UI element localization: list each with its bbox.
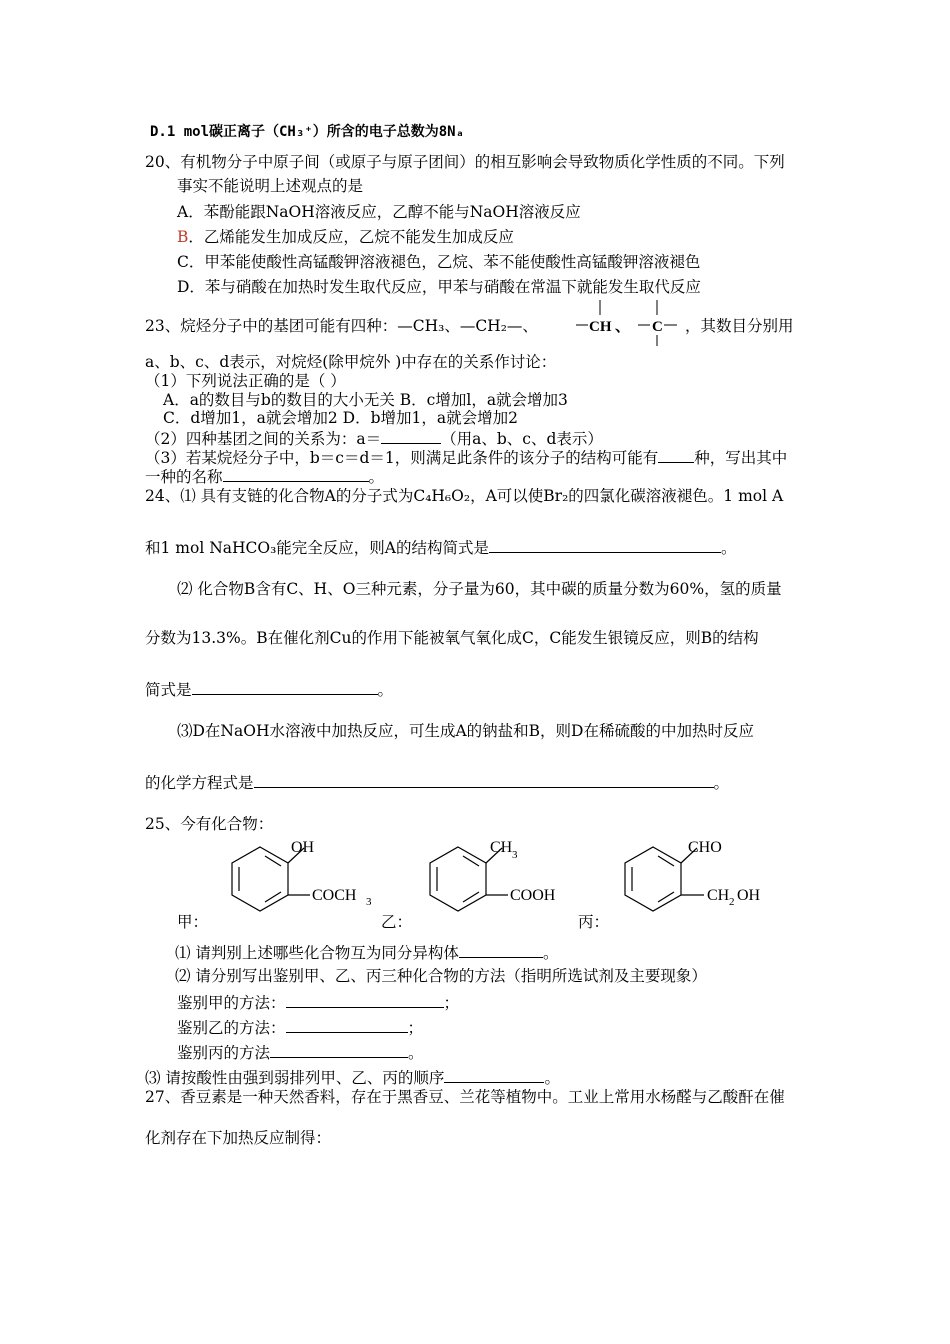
svg-text:CHO: CHO [688, 839, 722, 856]
answer-blank [223, 465, 369, 482]
q24-line7: 的化学方程式是 。 [145, 771, 729, 793]
q20-option-c: C．甲苯能使酸性高锰酸钾溶液褪色，乙烷、苯不能使酸性高锰酸钾溶液褪色 [177, 253, 701, 271]
q23-stem-line1-end: ，其数目分别用 [685, 317, 794, 335]
q23-stem-line1: 23、烷烃分子中的基团可能有四种：—CH₃、—CH₂—、 [145, 317, 538, 335]
answer-blank [489, 536, 721, 553]
answer-blank [459, 941, 543, 958]
svg-text:OH: OH [737, 887, 761, 904]
q20-stem-line2: 事实不能说明上述观点的是 [177, 177, 364, 195]
q20-option-a: A．苯酚能跟NaOH溶液反应，乙醇不能与NaOH溶液反应 [177, 203, 581, 221]
svg-text:3: 3 [366, 896, 372, 908]
svg-text:OH: OH [291, 839, 315, 856]
compound-structures [170, 832, 790, 936]
answer-blank [444, 1066, 544, 1083]
q24-line5: 简式是 。 [145, 678, 393, 700]
q27-line2: 化剂存在下加热反应制得： [145, 1129, 332, 1147]
q23-part2: （2）四种基团之间的关系为：a＝ （用a、b、c、d表示） [145, 427, 603, 449]
q23-part1: （1）下列说法正确的是（ ） [145, 372, 346, 390]
compound-yi-label: 乙： [381, 913, 413, 931]
svg-text:COOH: COOH [510, 887, 556, 904]
q20-stem-line1: 20、有机物分子中原子间（或原子与原子团间）的相互影响会导致物质化学性质的不同。下列 [145, 153, 785, 171]
answer-blank [192, 678, 378, 695]
option-d-line: D.1 mol碳正离子（CH₃⁺）所含的电子总数为8Nₐ [150, 124, 465, 140]
answer-blank [286, 1016, 408, 1033]
q23-part1-ab: A．a的数目与b的数目的大小无关 B．c增加l，a就会增加3 [163, 391, 568, 409]
q25-sub2-yi: 鉴别乙的方法： ； [177, 1016, 423, 1038]
q25-sub2-bing: 鉴别丙的方法 。 [177, 1041, 424, 1063]
q25-stem: 25、今有化合物： [145, 815, 274, 833]
svg-text:3: 3 [512, 849, 518, 861]
q25-sub2-jia: 鉴别甲的方法： ； [177, 991, 459, 1013]
q23-part1-cd: C．d增加1，a就会增加2 D．b增加1，a就会增加2 [163, 409, 518, 427]
compound-jia-structure [232, 839, 372, 911]
q20-option-b: B．乙烯能发生加成反应，乙烷不能发生加成反应 [177, 228, 514, 246]
ch-group-label: CH [589, 319, 612, 335]
q23-part3-name: 一种的名称 。 [145, 465, 384, 487]
answer-blank [658, 446, 694, 463]
svg-text:CH: CH [490, 839, 513, 856]
q20-option-d: D．苯与硝酸在加热时发生取代反应，甲苯与硝酸在常温下就能发生取代反应 [177, 278, 701, 296]
compound-bing-structure [625, 839, 761, 911]
answer-blank [381, 427, 441, 444]
alkyl-groups-structure [574, 298, 686, 348]
q27-line1: 27、香豆素是一种天然香料，存在于黑香豆、兰花等植物中。工业上常用水杨醛与乙酸酐在催 [145, 1088, 785, 1106]
svg-text:COCH: COCH [312, 887, 357, 904]
q24-line1: 24、⑴ 具有支链的化合物A的分子式为C₄H₆O₂，A可以使Br₂的四氯化碳溶液褪色。1 mol A [145, 487, 784, 505]
compound-yi-structure [430, 839, 556, 911]
answer-blank [254, 771, 714, 788]
compound-jia-label: 甲： [177, 913, 209, 931]
q24-line4: 分数为13.3%。B在催化剂Cu的作用下能被氧气氧化成C，C能发生银镜反应，则B的结构 [145, 629, 759, 647]
q24-line3: ⑵ 化合物B含有C、H、O三种元素，分子量为60，其中碳的质量分数为60%，氢的质量 [177, 580, 782, 598]
q23-part3: （3）若某烷烃分子中，b＝c＝d＝1，则满足此条件的该分子的结构可能有 种，写出其中 [145, 446, 787, 468]
separator-comma: 、 [615, 319, 631, 335]
q23-stem-line2: a、b、c、d表示，对烷烃(除甲烷外 )中存在的关系作讨论： [145, 353, 557, 371]
q25-sub3: ⑶ 请按酸性由强到弱排列甲、乙、丙的顺序 。 [145, 1066, 560, 1088]
answer-blank [286, 991, 444, 1008]
q24-line2: 和1 mol NaHCO₃能完全反应，则A的结构简式是 。 [145, 536, 737, 558]
c-group-label: C [652, 319, 663, 335]
answer-blank [270, 1041, 408, 1058]
svg-text:CH: CH [707, 887, 730, 904]
q24-line6: ⑶D在NaOH水溶液中加热反应，可生成A的钠盐和B，则D在稀硫酸的中加热时反应 [177, 722, 754, 740]
svg-text:2: 2 [729, 896, 735, 908]
compound-bing-label: 丙： [578, 913, 610, 931]
q25-sub2: ⑵ 请分别写出鉴别甲、乙、丙三种化合物的方法（指明所选试剂及主要现象） [175, 967, 707, 985]
q25-sub1: ⑴ 请判别上述哪些化合物互为同分异构体 。 [175, 941, 558, 963]
